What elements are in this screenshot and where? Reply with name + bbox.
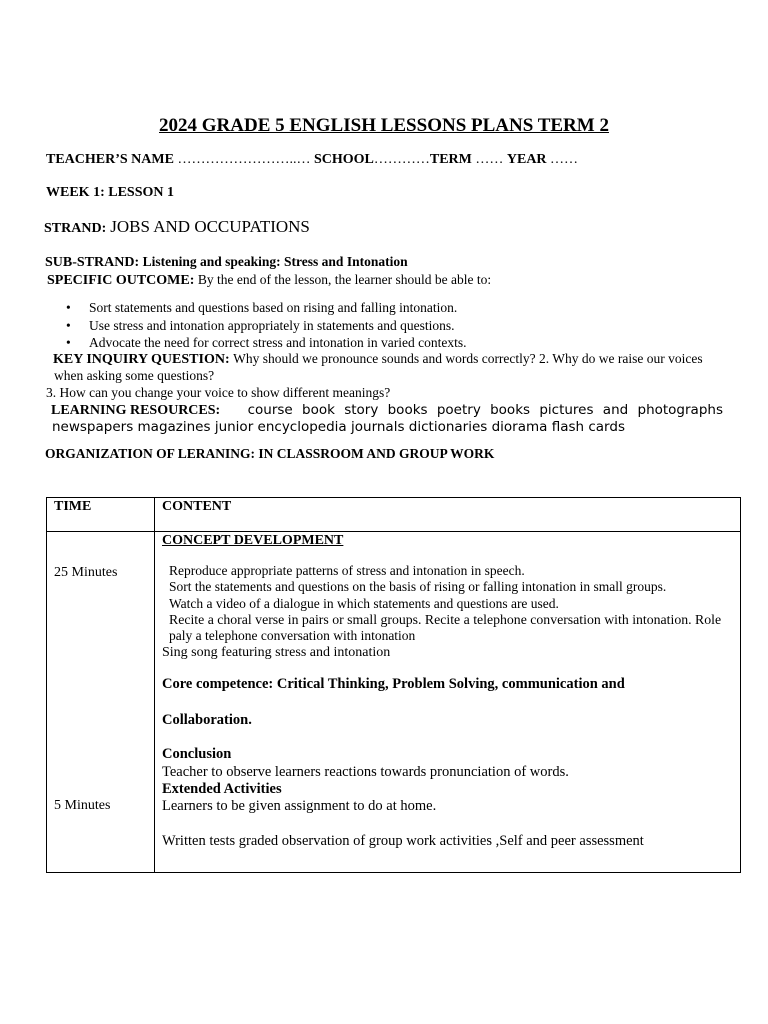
- year-label: YEAR: [506, 152, 547, 167]
- organization-of-learning: ORGANIZATION OF LERANING: IN CLASSROOM AND GROUP WORK: [45, 446, 495, 461]
- table-header-row: [47, 498, 741, 532]
- specific-outcome-line: [47, 272, 491, 289]
- header-time: [47, 498, 155, 532]
- school-blank: …………: [373, 152, 430, 167]
- specific-outcome-label: SPECIFIC OUTCOME:: [47, 273, 195, 288]
- learning-resources-line2: newspapers magazines junior encyclopedia journals dictionaries diorama flash cards: [52, 419, 625, 435]
- concept-development-heading: CONCEPT DEVELOPMENT: [162, 533, 344, 548]
- strand-label: STRAND:: [44, 221, 107, 236]
- learning-resources-text: course book story books poetry books pictures and photographs: [247, 402, 723, 418]
- time-concept-development: 25 Minutes: [54, 565, 118, 580]
- content-cell: [155, 532, 741, 873]
- outcome-item: • Advocate the need for correct stress and intonation in varied contexts.: [66, 334, 467, 352]
- activity-item: paly a telephone conversation with intonation: [169, 628, 416, 643]
- year-blank: ……: [546, 152, 579, 167]
- activity-item: Recite a choral verse in pairs or small groups. Recite a telephone conversation with intonation. Role: [169, 612, 722, 627]
- extended-activities-text: Learners to be given assignment to do at home.: [162, 798, 437, 814]
- assessment-text: Written tests graded observation of group work activities ,Self and peer assessment: [162, 833, 644, 849]
- core-competence: Core competence: Critical Thinking, Problem Solving, communication and: [162, 676, 625, 692]
- learning-resources-line1: [51, 402, 723, 419]
- table-row: [47, 532, 741, 873]
- sub-strand-label: SUB-STRAND:: [45, 255, 140, 270]
- header-content: [155, 498, 741, 532]
- outcome-item: • Sort statements and questions based on rising and falling intonation.: [66, 299, 467, 317]
- document-title: 2024 GRADE 5 ENGLISH LESSONS PLANS TERM 2: [159, 115, 609, 136]
- key-inquiry-line1: [53, 351, 703, 368]
- sing-song: Sing song featuring stress and intonation: [162, 645, 391, 660]
- activity-item: Watch a video of a dialogue in which statements and questions are used.: [169, 596, 559, 611]
- key-inquiry-text: Why should we pronounce sounds and words correctly? 2. Why do we raise our voices: [233, 351, 703, 366]
- time-cell: [47, 532, 155, 873]
- header-content-label: CONTENT: [162, 499, 232, 514]
- teacher-line: [46, 152, 578, 168]
- week-lesson: WEEK 1: LESSON 1: [46, 185, 174, 200]
- strand-line: [44, 217, 310, 237]
- school-label: SCHOOL: [313, 152, 374, 167]
- teacher-name-blank: ……………………..…: [173, 152, 314, 167]
- conclusion-text: Teacher to observe learners reactions towards pronunciation of words.: [162, 764, 569, 780]
- conclusion-heading: Conclusion: [162, 746, 232, 762]
- extended-activities-heading: Extended Activities: [162, 781, 282, 797]
- activity-item: Sort the statements and questions on the basis of rising or falling intonation in small groups.: [169, 579, 667, 594]
- key-inquiry-line3: 3. How can you change your voice to show different meanings?: [46, 385, 391, 400]
- strand-value: JOBS AND OCCUPATIONS: [110, 217, 310, 236]
- activity-item: Reproduce appropriate patterns of stress and intonation in speech.: [169, 563, 525, 578]
- time-conclusion: 5 Minutes: [54, 798, 111, 813]
- header-time-label: TIME: [54, 499, 92, 514]
- key-inquiry-line2: when asking some questions?: [54, 368, 215, 383]
- sub-strand-value: Listening and speaking: Stress and Intonation: [142, 254, 408, 269]
- outcome-item: • Use stress and intonation appropriately in statements and questions.: [66, 317, 467, 335]
- lesson-table: [46, 497, 741, 873]
- sub-strand-line: [45, 254, 408, 271]
- term-blank: ……: [471, 152, 507, 167]
- outcome-list: [66, 299, 467, 352]
- specific-outcome-text: By the end of the lesson, the learner should be able to:: [197, 272, 492, 287]
- learning-resources-label: LEARNING RESOURCES:: [51, 403, 221, 418]
- term-label: TERM: [429, 152, 472, 167]
- teacher-name-label: TEACHER’S NAME: [46, 152, 174, 167]
- key-inquiry-label: KEY INQUIRY QUESTION:: [53, 352, 230, 367]
- core-competence-continued: Collaboration.: [162, 712, 252, 728]
